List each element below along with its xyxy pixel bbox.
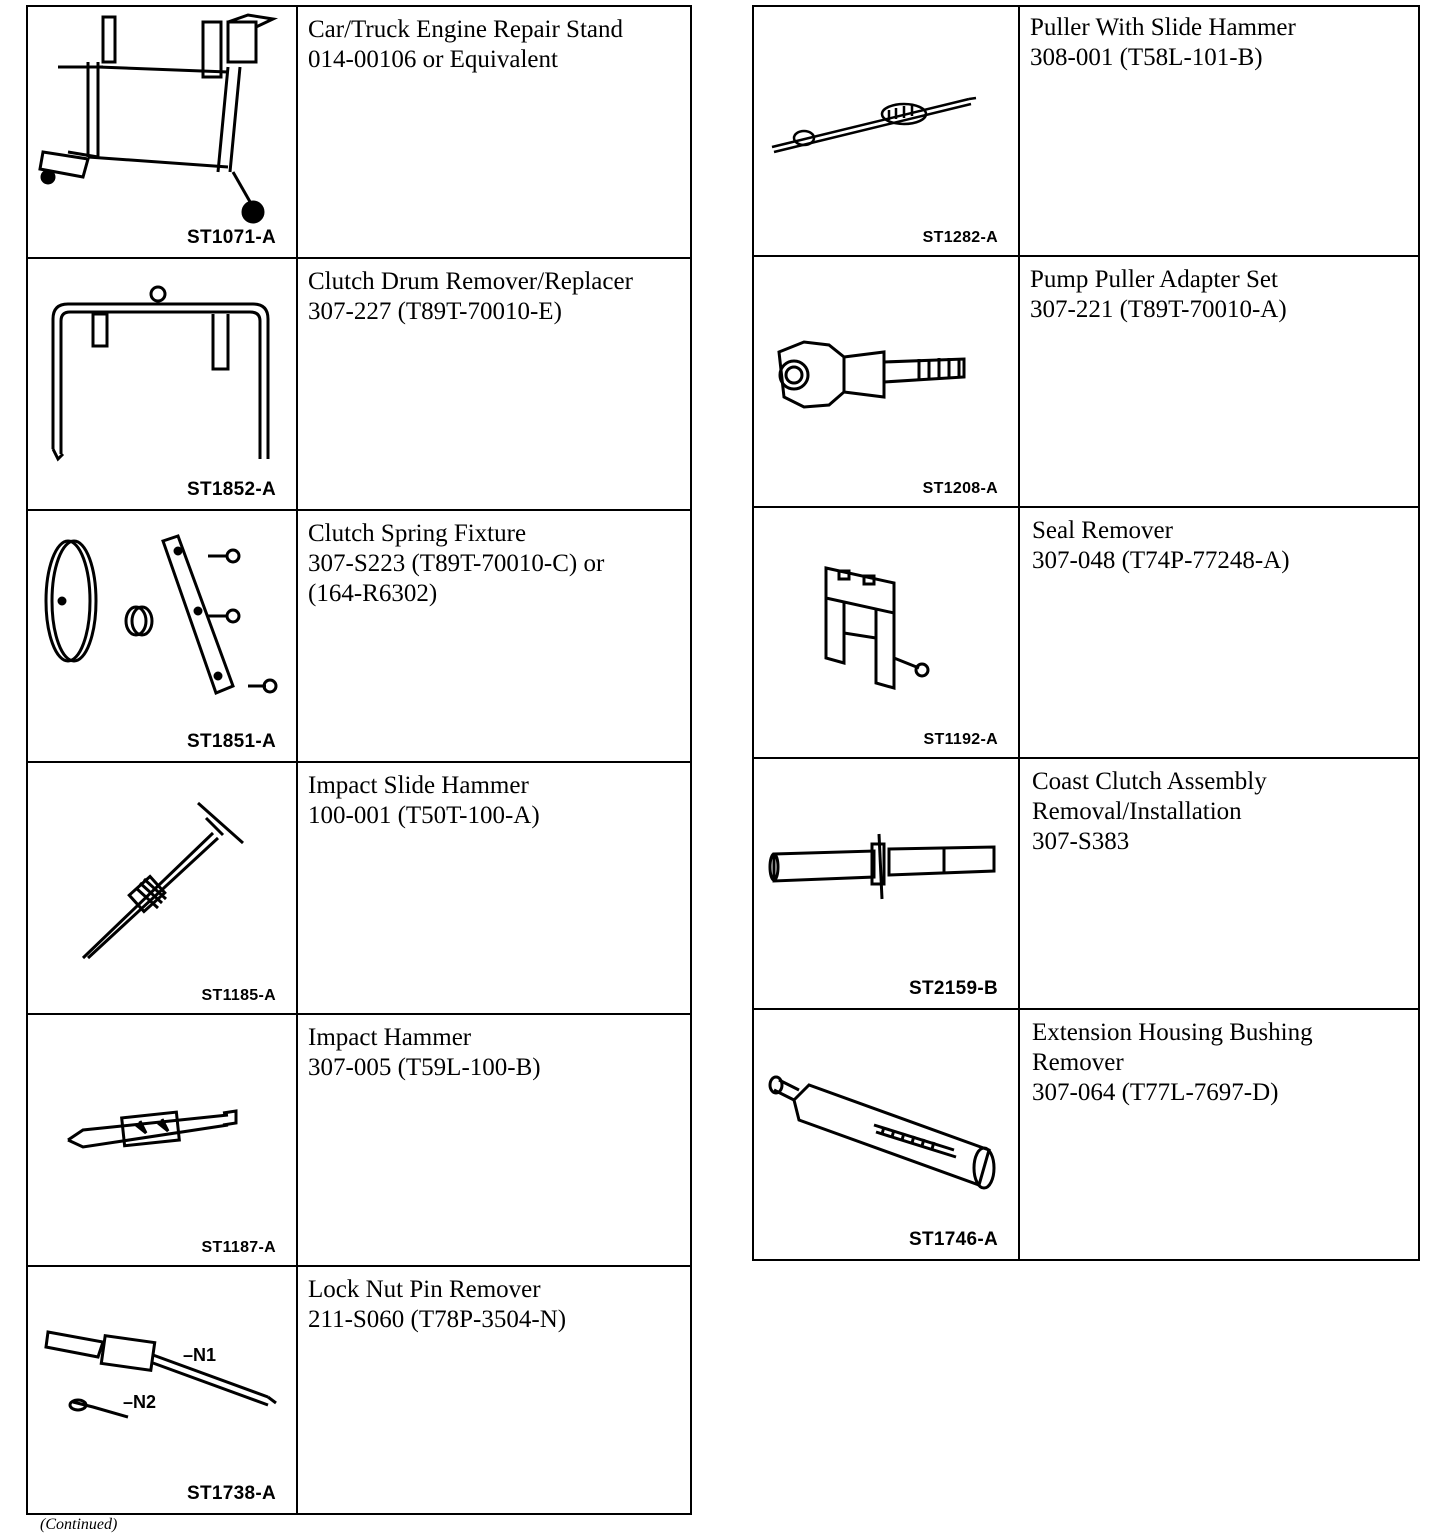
coast-clutch-tool-icon	[754, 759, 1018, 1008]
tool-name: Clutch Spring Fixture	[308, 520, 527, 547]
tool-description	[1030, 13, 1296, 73]
lock-nut-pin-remover-icon	[28, 1267, 296, 1513]
tool-name: Extension Housing Bushing	[1032, 1019, 1313, 1046]
bushing-remover-icon	[754, 1010, 1018, 1257]
table-row	[28, 1267, 690, 1513]
tool-name: Lock Nut Pin Remover	[308, 1276, 541, 1303]
table-row	[28, 511, 690, 763]
table-row	[754, 7, 1418, 257]
tool-code: ST1187-A	[201, 1239, 276, 1256]
tools-table-left	[26, 5, 692, 1515]
tool-number: 308-001 (T58L-101-B)	[1030, 44, 1263, 71]
tool-number-alt: (164-R6302)	[308, 580, 438, 607]
tool-illustration-cell	[28, 259, 298, 509]
tool-number: 307-227 (T89T-70010-E)	[308, 298, 562, 325]
tool-description	[1032, 1018, 1313, 1108]
tool-number: 307-221 (T89T-70010-A)	[1030, 296, 1287, 323]
tool-description	[1030, 265, 1287, 325]
table-row	[28, 1015, 690, 1267]
tool-number: 100-001 (T50T-100-A)	[308, 802, 540, 829]
tool-code: ST1208-A	[922, 480, 998, 497]
puller-slide-hammer-icon	[754, 7, 1018, 255]
tool-description	[308, 771, 540, 831]
tool-number: 307-S223 (T89T-70010-C) or	[308, 550, 605, 577]
tool-code: ST1071-A	[187, 227, 276, 248]
tool-number: 307-064 (T77L-7697-D)	[1032, 1079, 1279, 1106]
tool-illustration-cell	[28, 1267, 298, 1513]
tool-description	[308, 519, 604, 609]
impact-slide-hammer-icon	[28, 763, 296, 1013]
tools-table-right	[752, 5, 1420, 1261]
clutch-drum-remover-icon	[28, 259, 296, 509]
tool-name: Puller With Slide Hammer	[1030, 14, 1296, 41]
table-row	[754, 759, 1418, 1010]
tool-illustration-cell	[28, 763, 298, 1013]
tool-illustration-cell	[754, 257, 1020, 506]
tool-code: ST1282-A	[922, 229, 998, 246]
table-row	[754, 257, 1418, 508]
continued-note: (Continued)	[40, 1516, 118, 1533]
tool-code: ST1852-A	[187, 479, 276, 500]
tool-number: 211-S060 (T78P-3504-N)	[308, 1306, 567, 1333]
tool-number: 307-005 (T59L-100-B)	[308, 1054, 541, 1081]
tool-illustration-cell	[754, 759, 1020, 1008]
tool-name-cont: Removal/Installation	[1032, 798, 1242, 825]
table-row	[28, 259, 690, 511]
tool-code: ST1851-A	[187, 731, 276, 752]
tool-illustration-cell	[28, 511, 298, 761]
tool-description	[308, 1275, 566, 1335]
tool-illustration-cell	[754, 1010, 1020, 1259]
pump-puller-adapter-icon	[754, 257, 1018, 506]
tool-code: ST1192-A	[923, 731, 998, 748]
tool-illustration-cell	[28, 1015, 298, 1265]
tool-illustration-cell	[754, 508, 1020, 757]
seal-remover-icon	[754, 508, 1018, 757]
impact-hammer-icon	[28, 1015, 296, 1265]
callout-n1: –N1	[183, 1345, 217, 1365]
table-row	[28, 7, 690, 259]
engine-stand-icon	[28, 7, 296, 257]
table-row	[28, 763, 690, 1015]
tool-code: ST1746-A	[909, 1229, 998, 1250]
table-row	[754, 1010, 1418, 1259]
tool-name: Clutch Drum Remover/Replacer	[308, 268, 633, 295]
tool-description	[308, 1023, 541, 1083]
tool-name: Pump Puller Adapter Set	[1030, 266, 1278, 293]
tool-description	[308, 267, 633, 327]
tool-description	[1032, 767, 1267, 857]
tool-number: 014-00106 or Equivalent	[308, 46, 558, 73]
tool-code: ST2159-B	[909, 978, 998, 999]
tool-name: Seal Remover	[1032, 517, 1173, 544]
callout-n2: –N2	[123, 1392, 157, 1412]
tool-code: ST1738-A	[187, 1483, 276, 1504]
tool-name: Coast Clutch Assembly	[1032, 768, 1267, 795]
tool-description	[308, 15, 623, 75]
tool-number: 307-S383	[1032, 828, 1130, 855]
tool-illustration-cell	[28, 7, 298, 257]
clutch-spring-fixture-icon	[28, 511, 296, 761]
tool-name: Impact Hammer	[308, 1024, 472, 1051]
tool-number: 307-048 (T74P-77248-A)	[1032, 547, 1290, 574]
tool-code: ST1185-A	[201, 987, 276, 1004]
tool-name-cont: Remover	[1032, 1049, 1124, 1076]
tool-name: Impact Slide Hammer	[308, 772, 529, 799]
tool-name: Car/Truck Engine Repair Stand	[308, 16, 624, 43]
table-row	[754, 508, 1418, 759]
tool-illustration-cell	[754, 7, 1020, 255]
tool-description	[1032, 516, 1290, 576]
